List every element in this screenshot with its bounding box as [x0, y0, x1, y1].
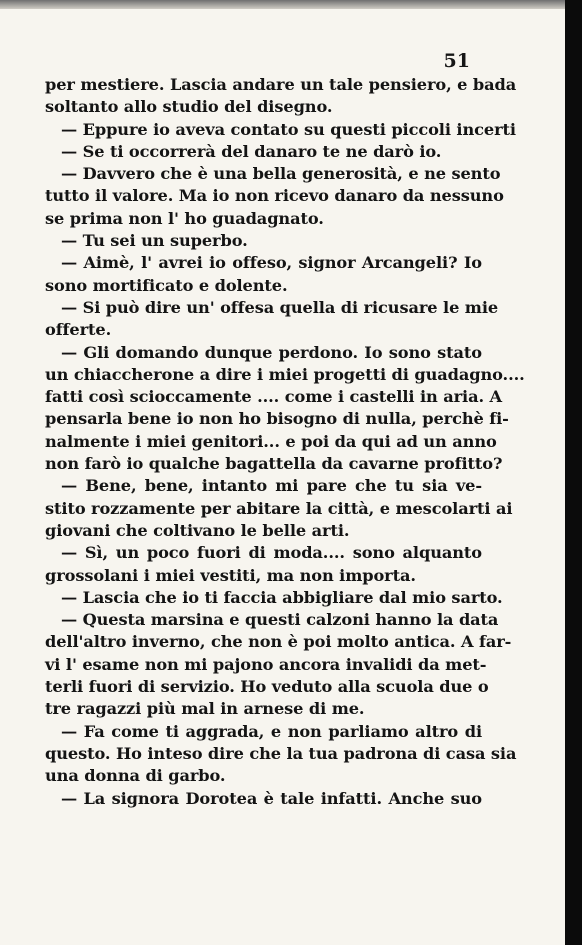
page-top-edge [0, 0, 565, 9]
body-text [45, 74, 525, 810]
text-line: tutto il valore. Ma io non ricevo danaro da nessuno [45, 186, 504, 206]
text-line: — Fa come ti aggrada, e non parliamo altro di [61, 721, 482, 741]
page-number: 51 [443, 50, 470, 72]
scan-border [565, 0, 582, 945]
text-line: — Davvero che è una bella generosità, e ne sento [61, 164, 501, 184]
text-line: se prima non l' ho guadagnato. [45, 208, 324, 228]
text-line: non farò io qualche bagattella da cavarne profitto? [45, 454, 503, 474]
text-line: un chiaccherone a dire i miei progetti di guadagno.... [45, 364, 525, 384]
text-line: — Aimè, l' avrei io offeso, signor Arcangeli? Io [61, 253, 482, 273]
text-line: una donna di garbo. [45, 766, 226, 786]
text-line: nalmente i miei genitori... e poi da qui ad un anno [45, 431, 497, 451]
text-line: — La signora Dorotea è tale infatti. Anche suo [61, 788, 482, 808]
text-line: — Si può dire un' offesa quella di ricusare le mie [61, 297, 499, 317]
text-line: vi l' esame non mi pajono ancora invalidi da met- [45, 654, 487, 674]
text-line: — Se ti occorrerà del danaro te ne darò io. [61, 141, 442, 161]
text-line: sono mortificato e dolente. [45, 275, 288, 295]
text-line: — Sì, un poco fuori di moda.... sono alquanto [61, 543, 482, 563]
text-line: dell'altro inverno, che non è poi molto antica. A far- [45, 632, 512, 652]
text-line: — Bene, bene, intanto mi pare che tu sia ve- [61, 476, 482, 496]
text-line: giovani che coltivano le belle arti. [45, 520, 350, 540]
text-line: — Lascia che io ti faccia abbigliare dal mio sarto. [61, 587, 503, 607]
text-line: soltanto allo studio del disegno. [45, 97, 333, 117]
text-line: grossolani i miei vestiti, ma non importa. [45, 565, 416, 585]
text-line: — Eppure io aveva contato su questi piccoli incerti [61, 119, 516, 139]
text-line: terli fuori di servizio. Ho veduto alla scuola due o [45, 677, 489, 697]
text-line: — Questa marsina e questi calzoni hanno la data [61, 610, 499, 630]
text-line: per mestiere. Lascia andare un tale pensiero, e bada [45, 75, 517, 94]
text-line: stito rozzamente per abitare la città, e mescolarti ai [45, 498, 513, 518]
text-line: — Gli domando dunque perdono. Io sono stato [61, 342, 482, 362]
text-line: tre ragazzi più mal in arnese di me. [45, 699, 365, 719]
text-line: pensarla bene io non ho bisogno di nulla, perchè fi- [45, 409, 509, 429]
text-line: offerte. [45, 320, 112, 340]
text-line: — Tu sei un superbo. [61, 231, 248, 251]
text-line: questo. Ho inteso dire che la tua padrona di casa sia [45, 743, 517, 763]
text-line: fatti così scioccamente .... come i castelli in aria. A [45, 387, 503, 407]
